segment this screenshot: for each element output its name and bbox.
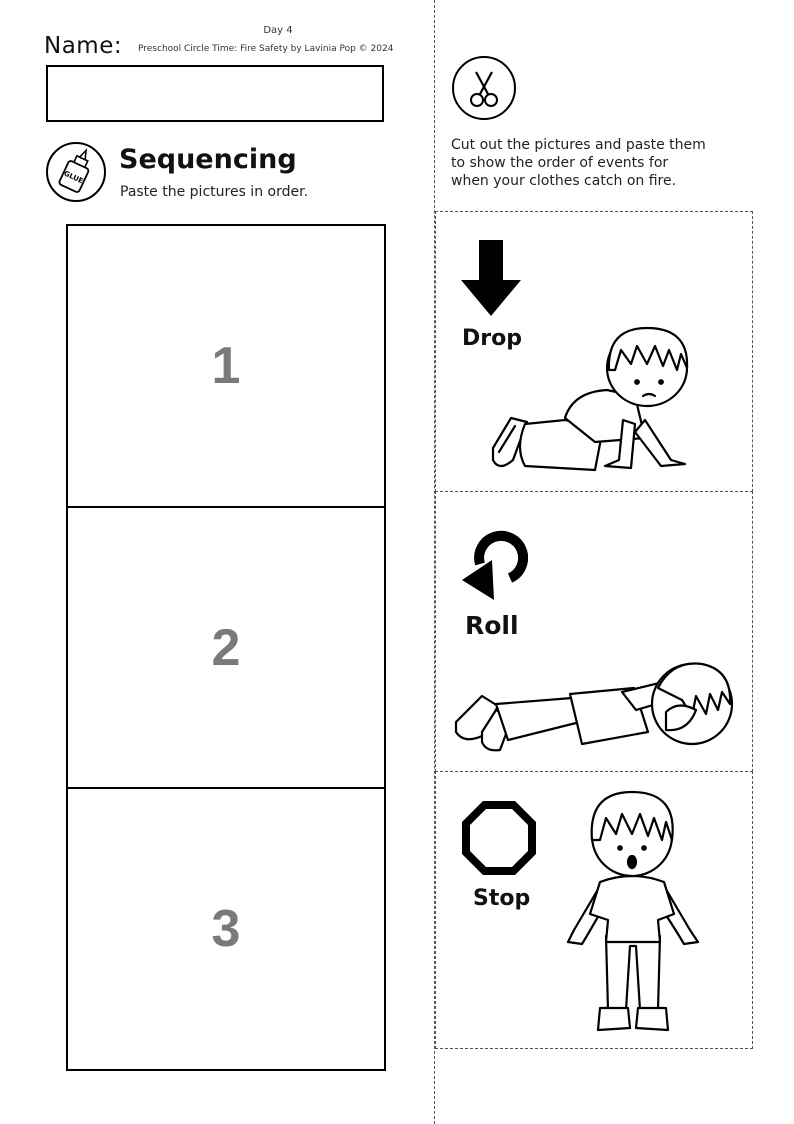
- octagon-stop-icon: [460, 799, 538, 877]
- instructions-text: [451, 136, 751, 190]
- sequence-box-2[interactable]: [66, 506, 386, 789]
- standing-child-illustration: [560, 786, 705, 1036]
- section-title: Sequencing: [119, 144, 297, 175]
- sequence-number: 2: [211, 618, 241, 677]
- card-label-roll: Roll: [465, 611, 519, 640]
- scissors-icon: [452, 56, 516, 120]
- instructions-line: when your clothes catch on fire.: [451, 173, 677, 189]
- sequence-box-3[interactable]: [66, 787, 386, 1071]
- worksheet-subtitle: Preschool Circle Time: Fire Safety by Lavinia Pop © 2024: [138, 44, 394, 54]
- glue-icon: [46, 142, 106, 202]
- instructions-line: to show the order of events for: [451, 155, 669, 171]
- rolling-child-illustration: [452, 652, 742, 757]
- name-label: Name:: [44, 33, 123, 59]
- down-arrow-icon: [460, 240, 522, 318]
- svg-text:GLUE: GLUE: [62, 169, 85, 186]
- day-label: Day 4: [263, 25, 293, 36]
- card-label-stop: Stop: [473, 886, 531, 911]
- sequence-number: 3: [211, 900, 241, 958]
- section-subtitle: Paste the pictures in order.: [120, 184, 309, 200]
- name-field[interactable]: [46, 65, 384, 122]
- sequence-box-1[interactable]: [66, 224, 386, 508]
- kneeling-child-illustration: [485, 320, 710, 480]
- instructions-line: Cut out the pictures and paste them: [451, 137, 706, 153]
- card-label-drop: Drop: [462, 326, 522, 351]
- roll-arrow-icon: [458, 522, 528, 602]
- sequence-number: 1: [211, 337, 241, 395]
